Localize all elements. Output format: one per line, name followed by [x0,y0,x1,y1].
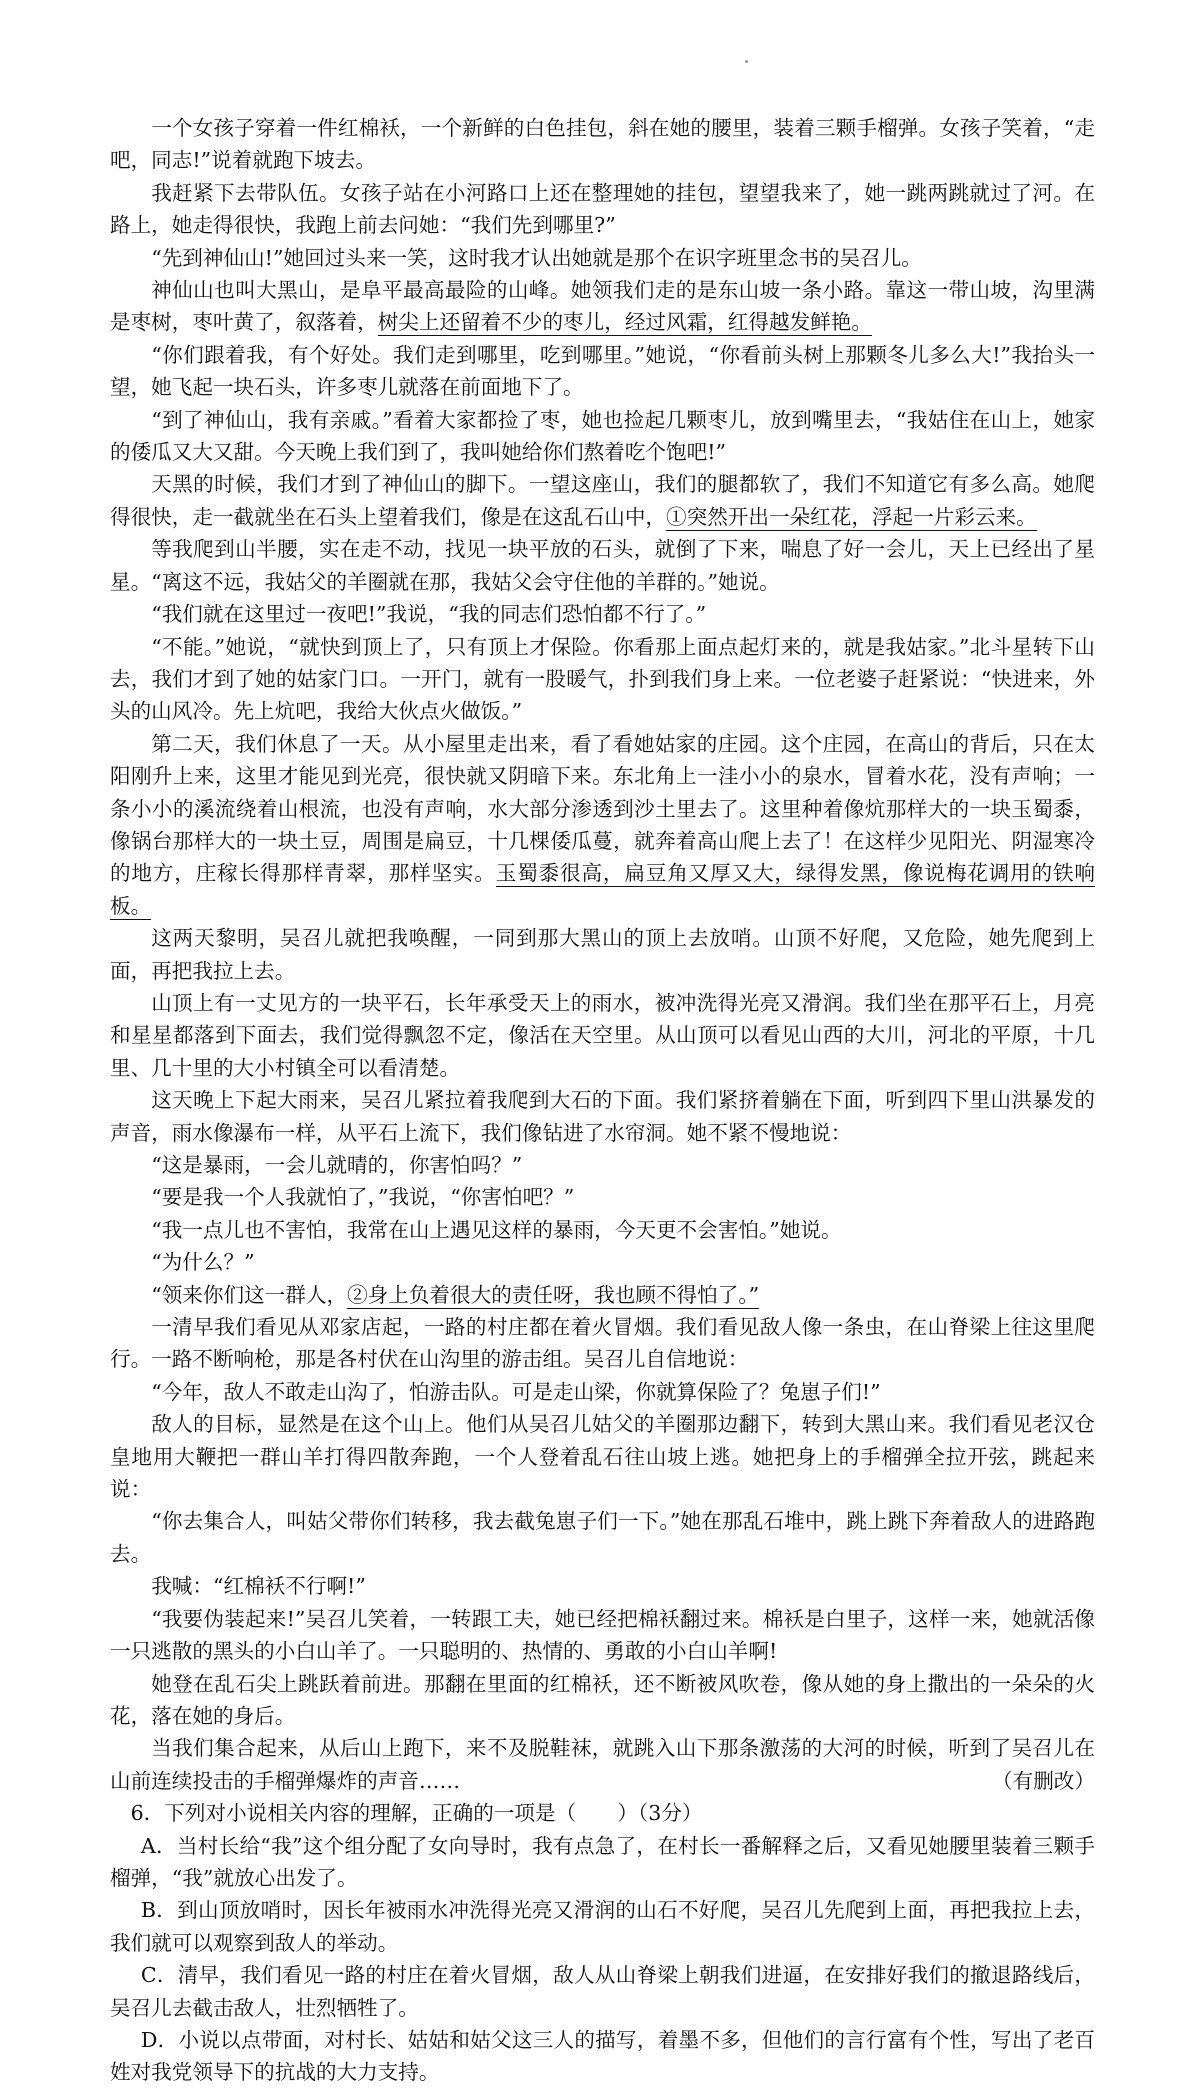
passage-paragraph [110,274,1095,339]
options-list [110,1830,1095,2089]
passage-paragraph: “到了神仙山，我有亲戚。”看着大家都捡了枣，她也捡起几颗枣儿，放到嘴里去，“我姑住在山上，她家的倭瓜又大又甜。今天晚上我们到了，我叫她给你们熬着吃个饱吧!” [110,407,1095,465]
answer-option-c: C．清早，我们看见一路的村庄在着火冒烟，敌人从山脊梁上朝我们进逼，在安排好我们的撤退路线后，吴召儿去截击敌人，壮烈牺牲了。 [110,1963,1095,2020]
passage-paragraph [110,728,1095,922]
passage-paragraph: “不能。”她说，“就快到顶上了，只有顶上才保险。你看那上面点起灯来的，就是我姑家。”北斗星转下山去，我们才到了她的姑家门口。一开门，就有一股暖气，扑到我们身上来。一位老婆子赶紧说：“快进来，外头的山风冷。先上炕吧，我给大伙点火做饭。” [110,634,1095,724]
passage-paragraph: 山顶上有一丈见方的一块平石，长年承受天上的雨水，被冲洗得光亮又滑润。我们坐在那平石上，月亮和星星都落到下面去，我们觉得飘忽不定，像活在天空里。从山顶可以看见山西的大川，河北的平原，十几里、几十里的大小村镇全可以看清楚。 [110,990,1095,1080]
passage-paragraph [110,468,1095,533]
underlined-sentence: ②身上负着很大的责任呀，我也顾不得怕了。” [347,1282,760,1307]
passage-paragraph: 一清早我们看见从邓家店起，一路的村庄都在着火冒烟。我们看见敌人像一条虫，在山脊梁上往这里爬行。一路不断响枪，那是各村伏在山沟里的游击组。吴召儿自信地说： [110,1315,1095,1372]
answer-option-a: A．当村长给“我”这个组分配了女向导时，我有点急了，在村长一番解释之后，又看见她腰里装着三颗手榴弹，“我”就放心出发了。 [110,1833,1095,1890]
passage-paragraph: “你们跟着我，有个好处。我们走到哪里，吃到哪里。”她说，“你看前头树上那颗冬儿多么大!”我抬头一望，她飞起一块石头，许多枣儿就落在前面地下了。 [110,342,1095,400]
passage-paragraph: “要是我一个人我就怕了，”我说，“你害怕吧？” [151,1185,575,1210]
passage-paragraph: “我要伪装起来!”吴召儿笑着，一转跟工夫，她已经把棉袄翻过来。棉袄是白里子，这样一来，她就活像一只逃散的黑头的小白山羊了。一只聪明的、热情的、勇敢的小白山羊啊! [110,1606,1095,1664]
passage-paragraph: “我们就在这里过一夜吧!”我说，“我的同志们恐怕都不行了。” [151,602,707,627]
passage-paragraph: “今年，敌人不敢走山沟了，怕游击队。可是走山梁，你就算保险了？兔崽子们!” [151,1379,881,1404]
paragraph-text: 当我们集合起来，从后山上跑下，来不及脱鞋袜，就跳入山下那条激荡的大河的时候，听到了吴召儿在山前连续投击的手榴弹爆炸的声音…… [110,1736,1095,1793]
paragraph-text: 天黑的时候，我们才到了神仙山的脚下。一望这座山，我们的腿都软了，我们不知道它有多么高。她爬得很快，走一截就坐在石头上望着我们，像是在这乱石山中， [110,472,1095,529]
passage-paragraph: 等我爬到山半腰，实在走不动，找见一块平放的石头，就倒了下来，喘息了好一会儿，天上已经出了星星。“离这不远，我姑父的羊圈就在那，我姑父会守住他的羊群的。”她说。 [110,537,1095,594]
paragraph-text: “领来你们这一群人， [151,1282,348,1307]
passage-paragraph: “先到神仙山!”她回过头来一笑，这时我才认出她就是那个在识字班里念书的吴召儿。 [151,245,922,270]
passage-paragraph: 我赶紧下去带队伍。女孩子站在小河路口上还在整理她的挂包，望望我来了，她一跳两跳就过了河。在路上，她走得很快，我跑上前去问她：“我们先到哪里?” [110,180,1095,238]
passage-paragraph: 敌人的目标，显然是在这个山上。他们从吴召儿姑父的羊圈那边翻下，转到大黑山来。我们看见老汉仓皇地用大鞭把一群山羊打得四散奔跑，一个人登着乱石往山坡上逃。她把身上的手榴弹全拉开弦，跳起来说： [110,1412,1095,1502]
underlined-sentence: 玉蜀黍很高，扁豆角又厚又大，绿得发黑，像说梅花调用的铁响板。 [110,861,1096,918]
document-page [110,112,1095,2089]
passage-paragraph [110,1732,1095,1797]
passage-paragraph [110,1279,1095,1311]
question-block [110,1797,1095,2089]
passage-paragraph: 我喊：“红棉袄不行啊!” [151,1574,366,1599]
answer-option-d: D．小说以点带面，对村长、姑姑和姑父这三人的描写，着墨不多，但他们的言行富有个性，写出了老百姓对我党领导下的抗战的大力支持。 [110,2027,1095,2085]
answer-option-b: B．到山顶放哨时，因长年被雨水冲洗得光亮又滑润的山石不好爬，吴召儿先爬到上面，再把我拉上去，我们就可以观察到敌人的举动。 [110,1898,1095,1955]
passage-paragraph: “为什么？” [151,1250,255,1275]
underlined-sentence: ①突然开出一朵红花，浮起一片彩云来。 [666,504,1037,529]
scan-speck-top [745,60,748,63]
passage-paragraph: “我一点儿也不害怕，我常在山上遇见这样的暴雨，今天更不会害怕。”她说。 [151,1217,842,1242]
paragraph-text: 神仙山也叫大黑山，是阜平最高最险的山峰。她领我们走的是东山坡一条小路。靠这一带山坡，沟里满是枣树，枣叶黄了，叙落着， [110,278,1095,335]
question-stem: 6．下列对小说相关内容的理解，正确的一项是（ ）（3分） [130,1801,703,1826]
passage-paragraph: 一个女孩子穿着一件红棉袄，一个新鲜的白色挂包，斜在她的腰里，装着三颗手榴弹。女孩子笑着，“走吧，同志!”说着就跑下坡去。 [110,116,1095,173]
passage-paragraph: “这是暴雨，一会儿就晴的，你害怕吗？” [151,1153,523,1177]
passage-paragraph: “你去集合人，叫姑父带你们转移，我去截兔崽子们一下。”她在那乱石堆中，跳上跳下奔着敌人的进路跑去。 [110,1509,1095,1566]
passage [110,112,1095,1797]
passage-paragraph: 这两天黎明，吴召儿就把我唤醒，一同到那大黑山的顶上去放哨。山顶不好爬，又危险，她先爬到上面，再把我拉上去。 [110,926,1095,983]
paragraph-text: 第二天，我们休息了一天。从小屋里走出来，看了看她姑家的庄园。这个庄园，在高山的背后，只在太阳刚升上来，这里才能见到光亮，很快就又阴暗下来。东北角上一洼小小的泉水，冒着水花，没有声响；一条小小的溪流绕着山根流，也没有声响，水大部分渗透到沙土里去了。这里种着像炕那样大的一块玉蜀黍，像锅台那样大的一块土豆，周围是扁豆，十几棵倭瓜蔓，就奔着高山爬上去了！在这样少见阳光、阴湿寒冷的地方，庄稼长得那样青翠，那样坚实。 [110,731,1095,886]
passage-paragraph: 她登在乱石尖上跳跃着前进。那翻在里面的红棉袄，还不断被风吹卷，像从她的身上撒出的一朵朵的火花，落在她的身后。 [110,1671,1095,1728]
passage-paragraph: 这天晚上下起大雨来，吴召儿紧拉着我爬到大石的下面。我们紧挤着躺在下面，听到四下里山洪暴发的声音，雨水像瀑布一样，从平石上流下，我们像钻进了水帘洞。她不紧不慢地说： [110,1088,1095,1145]
underlined-sentence: 树尖上还留着不少的枣儿，经过风霜，红得越发鲜艳。 [377,310,872,335]
source-note: （有删改） [992,1768,1095,1793]
